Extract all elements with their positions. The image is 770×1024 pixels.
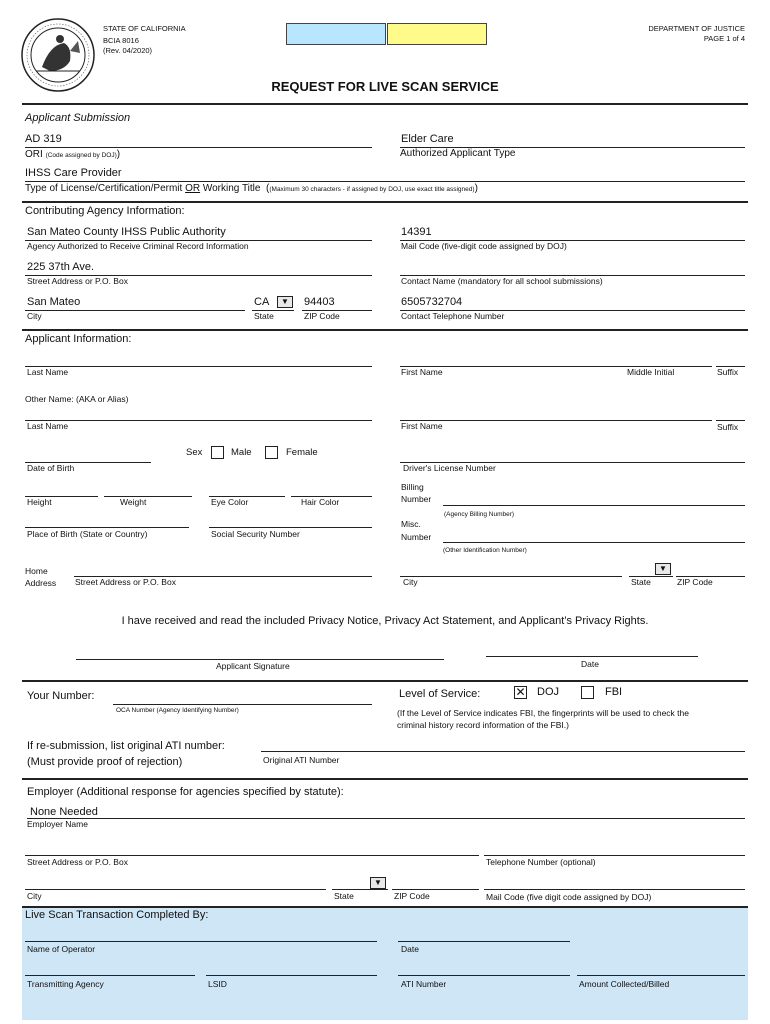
privacy-statement: I have received and read the included Privacy Notice, Privacy Act Statement, and Applicant’s Privacy Rights. — [121, 615, 649, 627]
license-label: Type of License/Certification/Permit OR Working Title ((Maximum 30 characters - if assigned by DOJ, use exact title assigned)) — [25, 183, 478, 194]
male-checkbox[interactable] — [211, 446, 224, 459]
female-checkbox[interactable] — [265, 446, 278, 459]
billing-note: (Agency Billing Number) — [444, 511, 515, 518]
female-label: Female — [286, 447, 318, 458]
employer-name-value[interactable]: None Needed — [30, 806, 98, 818]
weight-label: Weight — [120, 497, 147, 507]
home-state-dropdown-icon[interactable]: ▼ — [655, 563, 671, 575]
doj-label: DOJ — [537, 686, 559, 698]
employer-name-label: Employer Name — [27, 819, 88, 829]
doj-checkbox[interactable]: ✕ — [515, 685, 526, 699]
agency-phone-value[interactable]: 6505732704 — [401, 296, 463, 308]
alias-suffix-label: Suffix — [717, 422, 739, 432]
hair-color-label: Hair Color — [301, 497, 340, 507]
section-heading-applicant-submission: Applicant Submission — [25, 112, 131, 124]
ori-label: ORI (Code assigned by DOJ)) — [25, 149, 121, 160]
form-number: BCIA 8016 — [103, 36, 139, 45]
pob-label: Place of Birth (State or Country) — [27, 529, 148, 539]
fbi-note-2: criminal history record information of the FBI.) — [397, 720, 569, 730]
agency-street-label: Street Address or P.O. Box — [27, 276, 128, 286]
operator-label: Name of Operator — [27, 944, 96, 954]
agency-name: STATE OF CALIFORNIA — [103, 24, 186, 33]
agency-phone-label: Contact Telephone Number — [401, 311, 505, 321]
alias-last-name-label: Last Name — [27, 421, 69, 431]
first-name-label: First Name — [401, 367, 443, 377]
blue-code-box[interactable] — [286, 23, 386, 45]
sex-label: Sex — [186, 447, 203, 458]
resubmission-label-1: If re-submission, list original ATI number: — [27, 740, 225, 752]
state-dropdown-icon[interactable]: ▼ — [277, 296, 293, 308]
employer-city-label: City — [27, 891, 42, 901]
live-scan-panel — [22, 906, 748, 1020]
yellow-code-box[interactable] — [387, 23, 487, 45]
page-title: REQUEST FOR LIVE SCAN SERVICE — [271, 79, 499, 94]
eye-color-label: Eye Color — [211, 497, 249, 507]
billing-label-1: Billing — [401, 482, 424, 492]
section-heading-live-scan: Live Scan Transaction Completed By: — [25, 909, 209, 921]
employer-state-label: State — [334, 891, 354, 901]
employer-state-dropdown-icon[interactable]: ▼ — [370, 877, 386, 889]
home-zip-label: ZIP Code — [677, 577, 713, 587]
mail-code-label: Mail Code (five-digit code assigned by DOJ) — [401, 241, 567, 251]
misc-label-2: Number — [401, 532, 432, 542]
live-scan-date-label: Date — [401, 944, 419, 954]
agency-state-value[interactable]: CA — [254, 296, 270, 308]
section-heading-applicant-information: Applicant Information: — [25, 333, 132, 345]
agency-label: Agency Authorized to Receive Criminal Record Information — [27, 241, 249, 251]
ori-value[interactable]: AD 319 — [25, 133, 62, 145]
resubmission-label-2: (Must provide proof of rejection) — [27, 756, 183, 768]
auth-type-value[interactable]: Elder Care — [401, 133, 454, 145]
home-city-label: City — [403, 577, 418, 587]
employer-street-label: Street Address or P.O. Box — [27, 857, 128, 867]
oca-note: OCA Number (Agency Identifying Number) — [116, 707, 239, 714]
middle-initial-label: Middle Initial — [627, 367, 675, 377]
lsid-label: LSID — [208, 979, 227, 989]
your-number-label: Your Number: — [27, 690, 95, 702]
employer-mail-code-label: Mail Code (five digit code assigned by DOJ) — [486, 892, 652, 902]
height-label: Height — [27, 497, 52, 507]
agency-value[interactable]: San Mateo County IHSS Public Authority — [27, 226, 226, 238]
agency-city-value[interactable]: San Mateo — [27, 296, 81, 308]
mail-code-value[interactable]: 14391 — [401, 226, 432, 238]
ssn-label: Social Security Number — [211, 529, 300, 539]
page-number: PAGE 1 of 4 — [703, 34, 745, 43]
home-state-label: State — [631, 577, 651, 587]
misc-label-1: Misc. — [401, 519, 421, 529]
agency-zip-label: ZIP Code — [304, 311, 340, 321]
transmitting-agency-label: Transmitting Agency — [27, 979, 104, 989]
misc-note: (Other Identification Number) — [443, 547, 527, 554]
home-label-2: Address — [25, 578, 57, 588]
agency-zip-value[interactable]: 94403 — [304, 296, 335, 308]
home-street-label: Street Address or P.O. Box — [75, 577, 176, 587]
signature-date-label: Date — [581, 659, 599, 669]
billing-label-2: Number — [401, 494, 432, 504]
ati-number-label: ATI Number — [401, 979, 447, 989]
fbi-checkbox[interactable] — [581, 686, 594, 699]
form-revision: (Rev. 04/2020) — [103, 46, 153, 55]
department-name: DEPARTMENT OF JUSTICE — [648, 24, 745, 33]
alias-first-name-label: First Name — [401, 421, 443, 431]
auth-type-label: Authorized Applicant Type — [400, 148, 516, 159]
contact-name-label: Contact Name (mandatory for all school submissions) — [401, 276, 603, 286]
suffix-label: Suffix — [717, 367, 739, 377]
home-label-1: Home — [25, 566, 48, 576]
other-name-label: Other Name: (AKA or Alias) — [25, 394, 129, 404]
license-value[interactable]: IHSS Care Provider — [25, 167, 122, 179]
original-ati-label: Original ATI Number — [263, 755, 340, 765]
amount-collected-label: Amount Collected/Billed — [579, 979, 670, 989]
section-heading-contributing-agency: Contributing Agency Information: — [25, 205, 185, 217]
employer-phone-label: Telephone Number (optional) — [486, 857, 596, 867]
fbi-note-1: (If the Level of Service indicates FBI, the fingerprints will be used to check the — [397, 708, 689, 718]
section-heading-employer: Employer (Additional response for agencies specified by statute): — [27, 786, 344, 798]
agency-state-label: State — [254, 311, 274, 321]
fbi-label: FBI — [605, 686, 623, 698]
agency-street-value[interactable]: 225 37th Ave. — [27, 261, 95, 273]
agency-city-label: City — [27, 311, 42, 321]
male-label: Male — [231, 447, 252, 458]
last-name-label: Last Name — [27, 367, 69, 377]
signature-label: Applicant Signature — [216, 661, 290, 671]
dob-label: Date of Birth — [27, 463, 75, 473]
drivers-license-label: Driver's License Number — [403, 463, 496, 473]
employer-zip-label: ZIP Code — [394, 891, 430, 901]
level-of-service-label: Level of Service: — [399, 688, 481, 700]
